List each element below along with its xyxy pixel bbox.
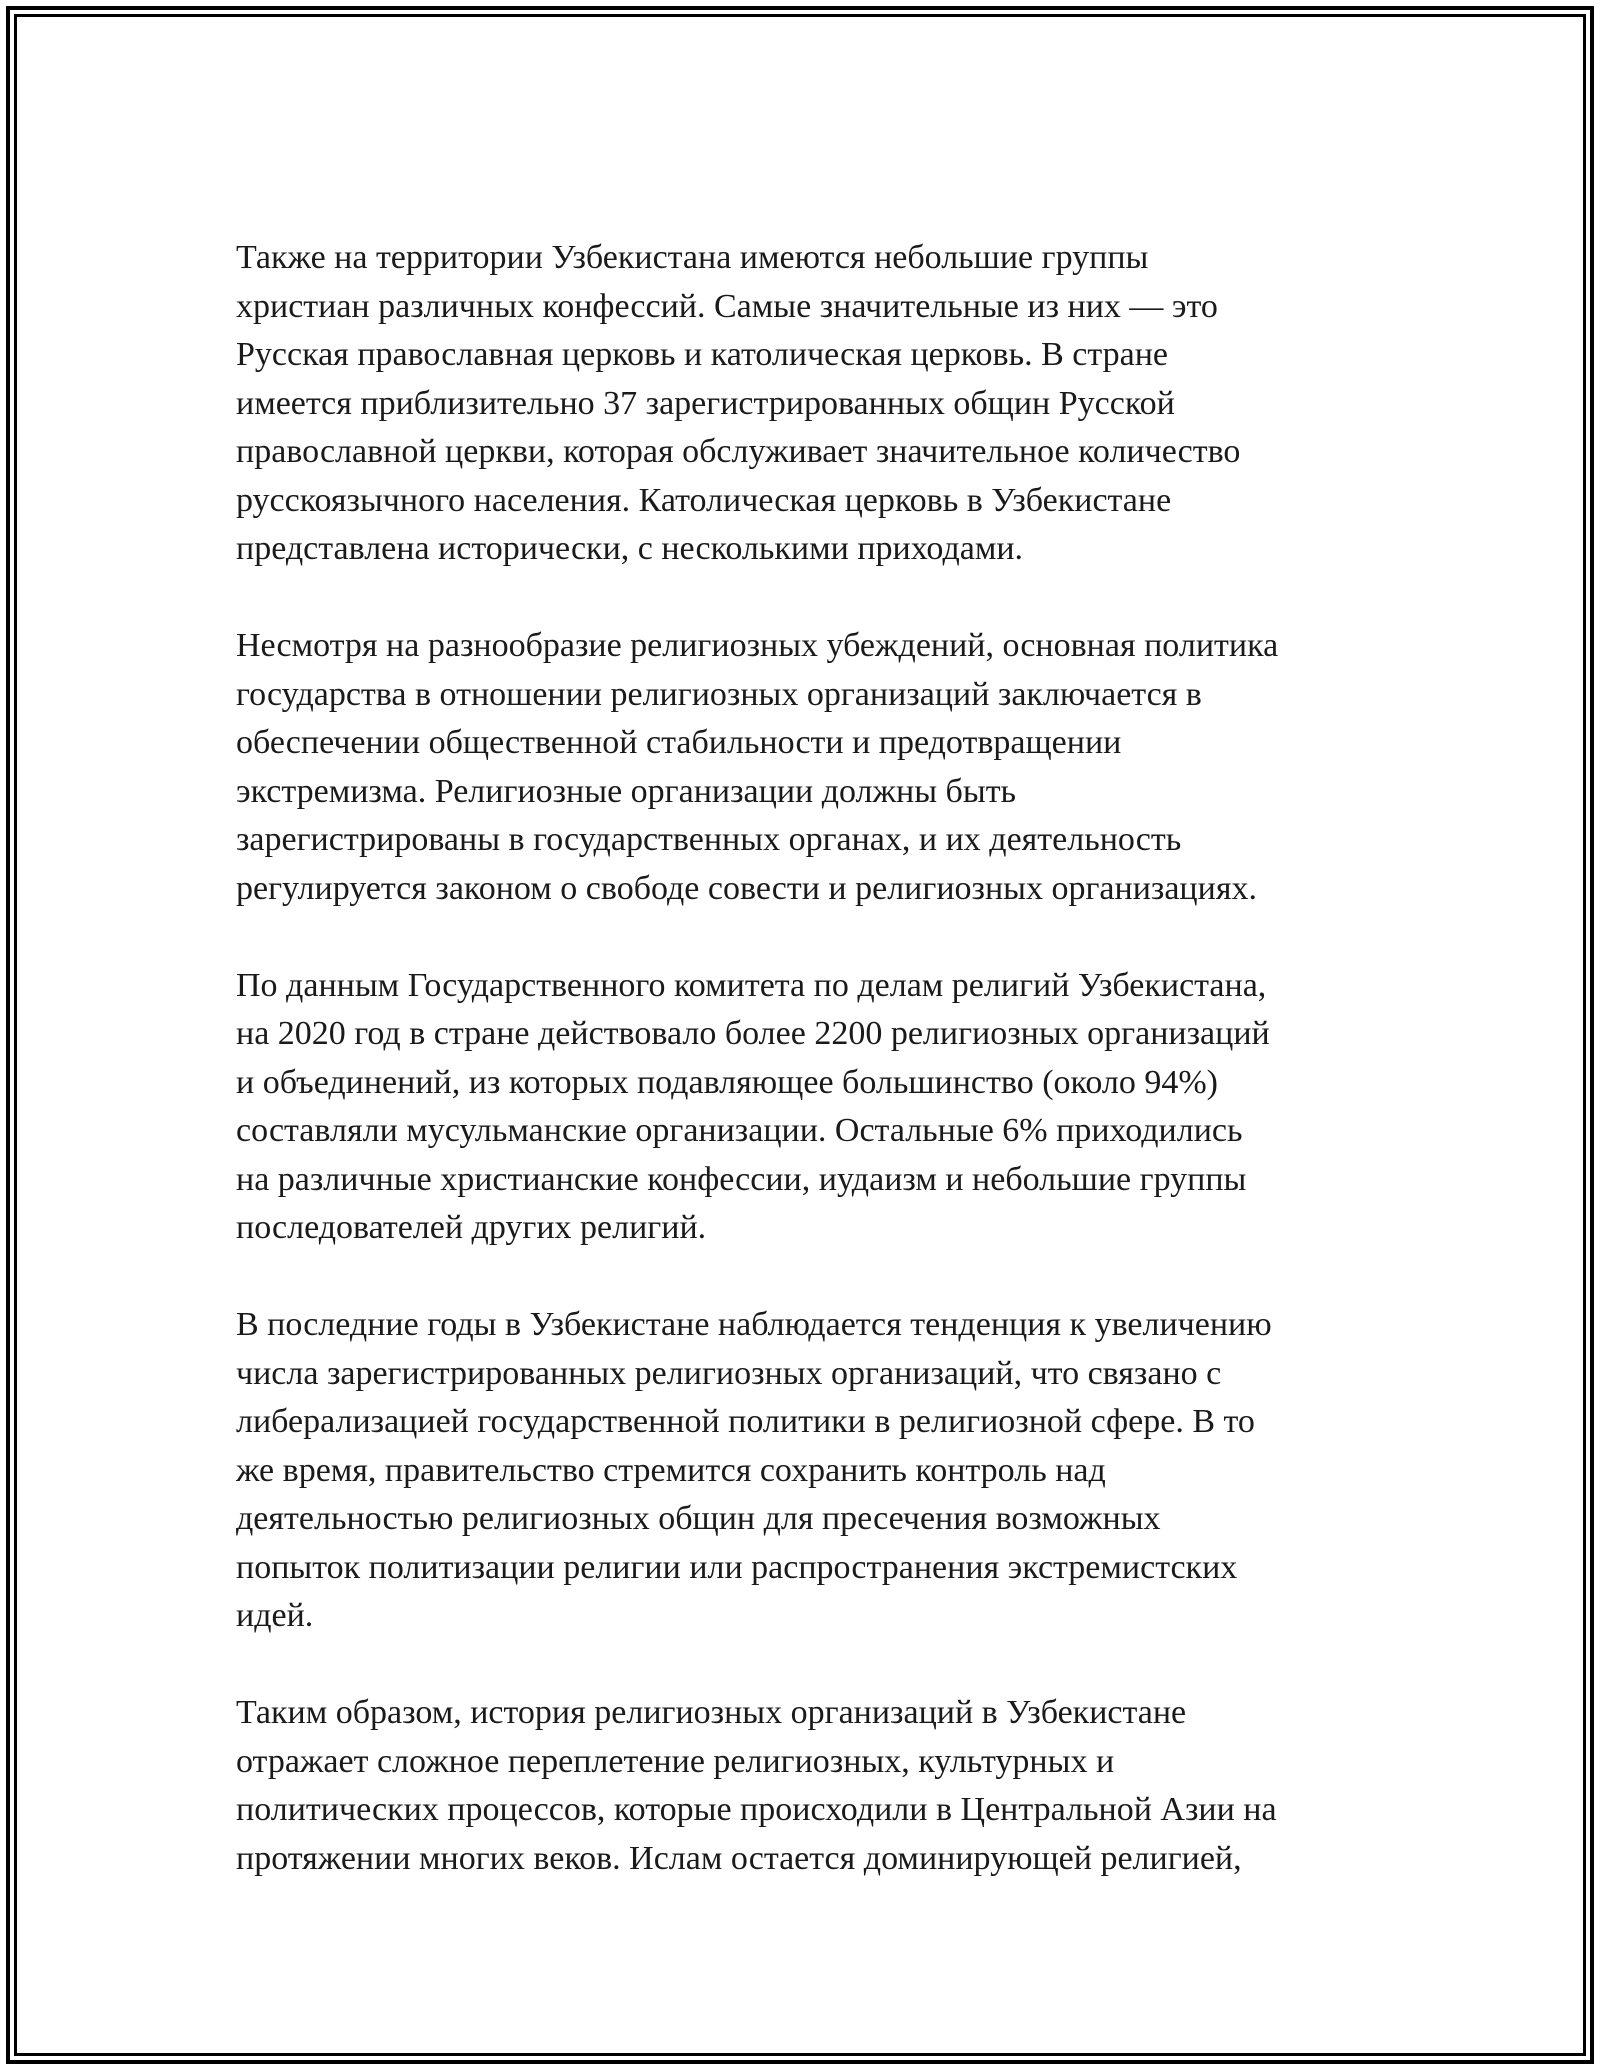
paragraph-4 bbox=[236, 1301, 1376, 1641]
text-line: на различные христианские конфессии, иудаизм и небольшие группы bbox=[236, 1160, 1247, 1198]
paragraph-1 bbox=[236, 234, 1376, 574]
text-line: протяжении многих веков. Ислам остается доминирующей религией, bbox=[236, 1839, 1242, 1877]
text-line: Также на территории Узбекистана имеются небольшие группы bbox=[236, 239, 1149, 276]
paragraph-5 bbox=[236, 1689, 1376, 1883]
text-line: регулируется законом о свободе совести и религиозных организациях. bbox=[236, 869, 1257, 907]
text-line: деятельностью религиозных общин для пресечения возможных bbox=[236, 1500, 1161, 1537]
text-line: русскоязычного населения. Католическая церковь в Узбекистане bbox=[236, 481, 1172, 519]
text-line: отражает сложное переплетение религиозных, культурных и bbox=[236, 1742, 1115, 1780]
text-line: православной церкви, которая обслуживает значительное количество bbox=[236, 433, 1241, 470]
text-line: же время, правительство стремится сохранить контроль над bbox=[236, 1451, 1106, 1489]
text-line: числа зарегистрированных религиозных организаций, что связано с bbox=[236, 1354, 1222, 1392]
text-line: идей. bbox=[236, 1597, 314, 1634]
text-line: последователей других религий. bbox=[236, 1209, 707, 1246]
text-line: имеется приблизительно 37 зарегистрированных общин Русской bbox=[236, 384, 1175, 422]
text-line: христиан различных конфессий. Самые значительные из них — это bbox=[236, 287, 1218, 325]
text-line: политических процессов, которые происходили в Центральной Азии на bbox=[236, 1791, 1277, 1828]
text-line: попыток политизации религии или распространения экстремистских bbox=[236, 1548, 1238, 1586]
text-line: В последние годы в Узбекистане наблюдается тенденция к увеличению bbox=[236, 1306, 1272, 1343]
text-line: представлена исторически, с несколькими приходами. bbox=[236, 530, 1024, 567]
text-line: Таким образом, история религиозных организаций в Узбекистане bbox=[236, 1694, 1187, 1731]
text-line: По данным Государственного комитета по делам религий Узбекистана, bbox=[236, 966, 1267, 1004]
text-line: экстремизма. Религиозные организации должны быть bbox=[236, 772, 1017, 810]
text-line: Русская православная церковь и католическая церковь. В стране bbox=[236, 336, 1168, 373]
text-line: и объединений, из которых подавляющее большинство (около 94%) bbox=[236, 1063, 1218, 1101]
text-line: на 2020 год в стране действовало более 2200 религиозных организаций bbox=[236, 1015, 1270, 1052]
text-line: обеспечении общественной стабильности и предотвращении bbox=[236, 724, 1122, 761]
paragraph-2 bbox=[236, 622, 1376, 913]
text-line: зарегистрированы в государственных органах, и их деятельность bbox=[236, 821, 1182, 858]
text-line: либерализацией государственной политики в религиозной сфере. В то bbox=[236, 1403, 1255, 1440]
text-line: Несмотря на разнообразие религиозных убеждений, основная политика bbox=[236, 627, 1279, 664]
text-line: составляли мусульманские организации. Остальные 6% приходились bbox=[236, 1112, 1243, 1149]
document-body bbox=[236, 234, 1376, 1932]
text-line: государства в отношении религиозных организаций заключается в bbox=[236, 675, 1202, 713]
paragraph-3 bbox=[236, 962, 1376, 1253]
